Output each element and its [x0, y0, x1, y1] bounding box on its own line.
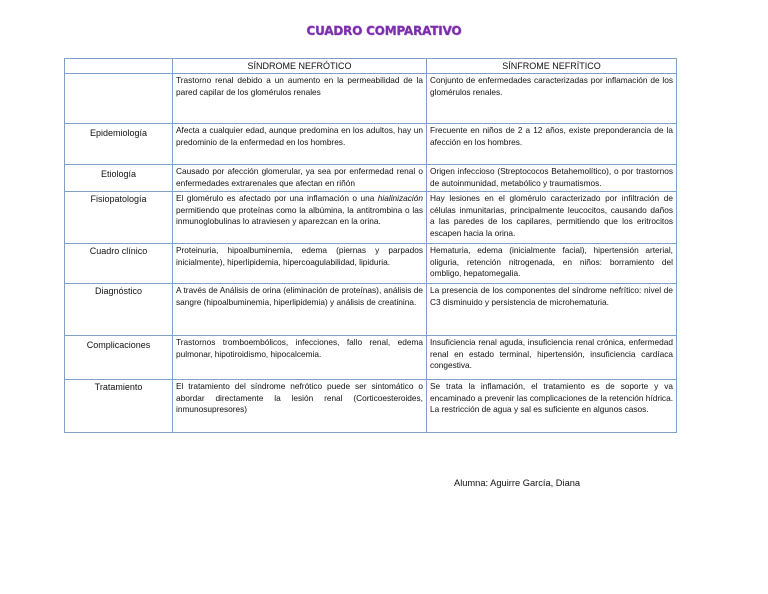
row-etiologia — [65, 165, 677, 192]
cell-nefritico-fisiopatologia: Hay lesiones en el glomérulo caracterizado por infiltración de células inmunitarias, principalmente leucocitos, causando daños a las paredes de los capilares, permitiendo que los eritrocitos escapen hacia la orina. — [427, 192, 677, 244]
cell-nefritico-diagnostico: La presencia de los componentes del síndrome nefrítico: nivel de C3 disminuido y persistencia de microhematuria. — [427, 284, 677, 336]
text-nefrotico-fisiopatologia-a: El glomérulo es afectado por una inflamación o una — [176, 193, 378, 203]
text-nefritico-definicion: Conjunto de enfermedades caracterizadas por inflamación de los glomérulos renales. — [430, 75, 673, 97]
cell-nefrotico-definicion: Trastorno renal debido a un aumento en la permeabilidad de la pared capilar de los glomérulos renales — [173, 74, 427, 124]
cell-nefrotico-epidemiologia: Afecta a cualquier edad, aunque predomina en los adultos, hay un predominio de la enfermedad en los hombres. — [173, 124, 427, 165]
cell-nefrotico-complicaciones: Trastornos tromboembólicos, infecciones, fallo renal, edema pulmonar, hipotiroidismo, hipocalcemia. — [173, 336, 427, 380]
row-label-cuadro-clinico: Cuadro clínico — [65, 244, 173, 284]
cell-nefritico-definicion — [427, 74, 677, 124]
row-fisiopatologia — [65, 192, 677, 244]
table-header-row — [65, 59, 677, 74]
row-label-definicion — [65, 74, 173, 124]
cell-nefritico-epidemiologia: Frecuente en niños de 2 a 12 años, existe preponderancia de la afección en los hombres. — [427, 124, 677, 165]
row-label-tratamiento: Tratamiento — [65, 380, 173, 433]
row-cuadro-clinico — [65, 244, 677, 284]
document-title: CUADRO COMPARATIVO — [306, 24, 462, 38]
cell-nefritico-etiologia: Origen infeccioso (Streptococos Betahemolítico), o por trastornos de autoinmunidad, metabólico y traumatismos. — [427, 165, 677, 192]
row-label-etiologia: Etiología — [65, 165, 173, 192]
cell-nefrotico-tratamiento: El tratamiento del síndrome nefrótico puede ser sintomático o abordar directamente la lesión renal (Corticoesteroides, inmunosupresores) — [173, 380, 427, 433]
row-label-complicaciones: Complicaciones — [65, 336, 173, 380]
header-nefritico: SÍNFROME NEFRÍTICO — [427, 59, 677, 74]
cell-nefritico-complicaciones: Insuficiencia renal aguda, insuficiencia renal crónica, enfermedad renal en estado terminal, hipertensión, insuficiencia cardíaca congestiva. — [427, 336, 677, 380]
header-empty — [65, 59, 173, 74]
row-epidemiologia — [65, 124, 677, 165]
row-diagnostico — [65, 284, 677, 336]
cell-nefrotico-etiologia: Causado por afección glomerular, ya sea por enfermedad renal o enfermedades extrarenales que afectan en riñón — [173, 165, 427, 192]
row-label-epidemiologia: Epidemiología — [65, 124, 173, 165]
cell-nefritico-tratamiento: Se trata la inflamación, el tratamiento es de soporte y va encaminado a prevenir las complicaciones de la retención hídrica. La restricción de agua y sal es suficiente en algunos casos. — [427, 380, 677, 433]
row-label-fisiopatologia: Fisiopatología — [65, 192, 173, 244]
row-definicion — [65, 74, 677, 124]
comparison-table — [64, 58, 677, 433]
row-complicaciones — [65, 336, 677, 380]
text-nefrotico-fisiopatologia-italic: hialinización — [377, 193, 423, 203]
cell-nefrotico-cuadro-clinico: Proteinuria, hipoalbuminemia, edema (piernas y parpados inicialmente), hiperlipidemia, hipercoagulabilidad, lipiduria. — [173, 244, 427, 284]
cell-nefritico-cuadro-clinico: Hematuria, edema (inicialmente facial), hipertensión arterial, oliguria, retención nitrogenada, en niños: borramiento del ombligo, hepatomegalia. — [427, 244, 677, 284]
row-tratamiento — [65, 380, 677, 433]
cell-nefrotico-diagnostico: A través de Análisis de orina (eliminación de proteínas), análisis de sangre (hipoalbuminemia, hiperlipidemia) y análisis de creatinina. — [173, 284, 427, 336]
row-label-diagnostico: Diagnóstico — [65, 284, 173, 336]
text-nefrotico-fisiopatologia-b: permitiendo que proteínas como la albúmina, la antitrombina o las inmunoglobulinas lo atraviesen y aparezcan en la orina. — [176, 204, 423, 227]
header-nefrotico: SÍNDROME NEFRÓTICO — [173, 59, 427, 74]
student-name: Alumna: Aguirre García, Diana — [454, 478, 581, 488]
cell-nefrotico-fisiopatologia — [173, 192, 427, 244]
